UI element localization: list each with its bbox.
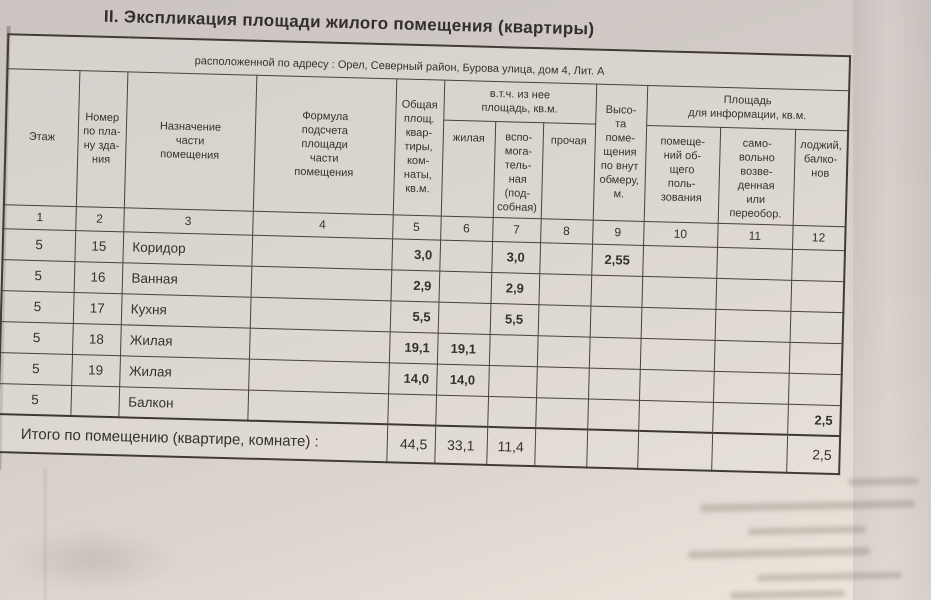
cell-total-area: 14,0 [388, 362, 437, 394]
cell-total-area: 5,5 [390, 300, 439, 332]
cell-living [435, 395, 488, 427]
cell-auxiliary: 5,5 [490, 303, 539, 335]
cell-living: 14,0 [436, 364, 489, 396]
cell-auxiliary: 3,0 [491, 241, 540, 273]
cell-purpose: Ванная [122, 262, 252, 296]
header-purpose: Назначение части помещения [124, 71, 257, 210]
col-number: 8 [540, 218, 593, 243]
total-height [586, 430, 638, 469]
header-height: Высо- та поме- щения по внут обмеру, м. [593, 84, 648, 221]
cell-total-area: 2,9 [391, 269, 440, 301]
cell-formula [251, 235, 392, 270]
cell-balcony: 2,5 [787, 404, 841, 436]
header-floor: Этаж [4, 68, 80, 206]
bleed-through-smudge [848, 477, 918, 485]
cell-balcony [791, 249, 845, 281]
header-common-use: помеще- ний об- щего поль- зования [644, 125, 720, 223]
cell-balcony [788, 373, 842, 405]
cell-height [590, 306, 642, 338]
cell-height: 2,55 [591, 244, 643, 276]
cell-common-use [642, 245, 717, 278]
cell-unauthorized [715, 309, 791, 342]
cell-balcony [789, 342, 843, 374]
document-title: II. Экспликация площади жилого помещения (квартиры) [103, 6, 595, 39]
cell-other [536, 366, 589, 398]
cell-common-use [641, 276, 716, 309]
col-number: 2 [75, 206, 124, 231]
cell-height [587, 399, 639, 431]
cell-formula [248, 359, 389, 394]
col-number: 1 [3, 204, 76, 230]
cell-other [535, 397, 588, 429]
header-balcony: лоджий, балко- нов [793, 129, 849, 226]
cell-floor: 5 [2, 259, 75, 292]
total-unauthorized [711, 433, 787, 473]
cell-plan-number: 15 [74, 230, 123, 262]
cell-height [588, 368, 640, 400]
header-plan-number: Номер по пла- ну зда- ния [76, 70, 128, 207]
cell-common-use [641, 307, 716, 340]
cell-common-use [638, 400, 713, 433]
col-number: 12 [792, 225, 846, 250]
cell-plan-number: 19 [71, 354, 120, 386]
cell-living [438, 302, 491, 334]
header-formula: Формула подсчета площади части помещения [253, 75, 397, 215]
cell-purpose: Кухня [121, 293, 251, 327]
total-balcony: 2,5 [786, 435, 840, 474]
header-unauthorized: само- вольно возве- денная или переобор. [718, 127, 795, 225]
cell-formula [250, 297, 391, 332]
cell-floor: 5 [0, 352, 72, 385]
paper-crease [44, 468, 46, 600]
header-group-included: в.т.ч. из нее площадь, кв.м. [443, 80, 596, 124]
page-right-edge [853, 0, 931, 600]
scan-shadow-smudge [8, 528, 178, 592]
header-other: прочая [541, 122, 595, 219]
cell-other [538, 304, 591, 336]
document-address: расположенной по адресу : Орел, Северный район, Бурова улица, дом 4, Лит. А [7, 34, 850, 90]
cell-balcony [790, 280, 844, 312]
cell-floor: 5 [0, 383, 71, 416]
cell-formula [251, 266, 392, 301]
cell-auxiliary [489, 334, 538, 366]
cell-formula [247, 390, 388, 425]
cell-purpose: Жилая [120, 324, 250, 358]
cell-unauthorized [713, 371, 789, 404]
cell-other [538, 273, 591, 305]
header-total-area: Общая площ. квар- тиры, ком- наты, кв.м. [393, 78, 445, 215]
cell-plan-number [70, 385, 119, 417]
cell-common-use [640, 338, 715, 371]
cell-plan-number: 18 [72, 323, 121, 355]
total-area: 44,5 [386, 424, 435, 463]
cell-total-area: 19,1 [389, 331, 438, 363]
header-auxiliary: вспо- мога- тель- ная (под- собная) [493, 121, 543, 218]
cell-other [539, 242, 592, 274]
col-number: 9 [592, 220, 644, 245]
header-living: жилая [441, 120, 495, 217]
total-label: Итого по помещению (квартире, комнате) : [0, 414, 387, 462]
col-number: 10 [643, 221, 718, 247]
cell-other [537, 335, 590, 367]
cell-floor: 5 [1, 290, 74, 323]
cell-total-area [387, 393, 436, 425]
total-living: 33,1 [434, 426, 487, 465]
cell-purpose: Коридор [122, 231, 252, 265]
cell-purpose: Балкон [118, 386, 248, 420]
total-auxiliary: 11,4 [486, 427, 535, 466]
cell-living: 19,1 [437, 333, 490, 365]
cell-balcony [790, 311, 844, 343]
col-number: 7 [492, 217, 541, 242]
cell-floor: 5 [0, 321, 73, 354]
cell-height [590, 275, 642, 307]
col-number: 5 [392, 214, 441, 239]
col-number: 3 [123, 207, 253, 234]
col-number: 6 [440, 216, 493, 241]
header-group-info: Площадь для информации, кв.м. [646, 85, 849, 130]
cell-floor: 5 [2, 228, 75, 261]
col-number: 11 [717, 223, 793, 249]
cell-auxiliary [487, 396, 536, 428]
cell-height [589, 337, 641, 369]
cell-unauthorized [715, 278, 791, 311]
total-common-use [637, 431, 712, 471]
cell-living [439, 271, 492, 303]
cell-unauthorized [712, 402, 788, 435]
cell-total-area: 3,0 [391, 238, 440, 270]
cell-plan-number: 17 [73, 292, 122, 324]
explication-table [0, 33, 851, 475]
cell-auxiliary: 2,9 [490, 272, 539, 304]
cell-plan-number: 16 [74, 261, 123, 293]
cell-formula [249, 328, 390, 363]
cell-unauthorized [714, 340, 790, 373]
total-other [534, 428, 587, 467]
cell-unauthorized [716, 247, 792, 280]
cell-living [439, 240, 492, 272]
col-number: 4 [252, 211, 393, 239]
cell-common-use [639, 369, 714, 402]
cell-auxiliary [488, 365, 537, 397]
cell-purpose: Жилая [119, 355, 249, 389]
